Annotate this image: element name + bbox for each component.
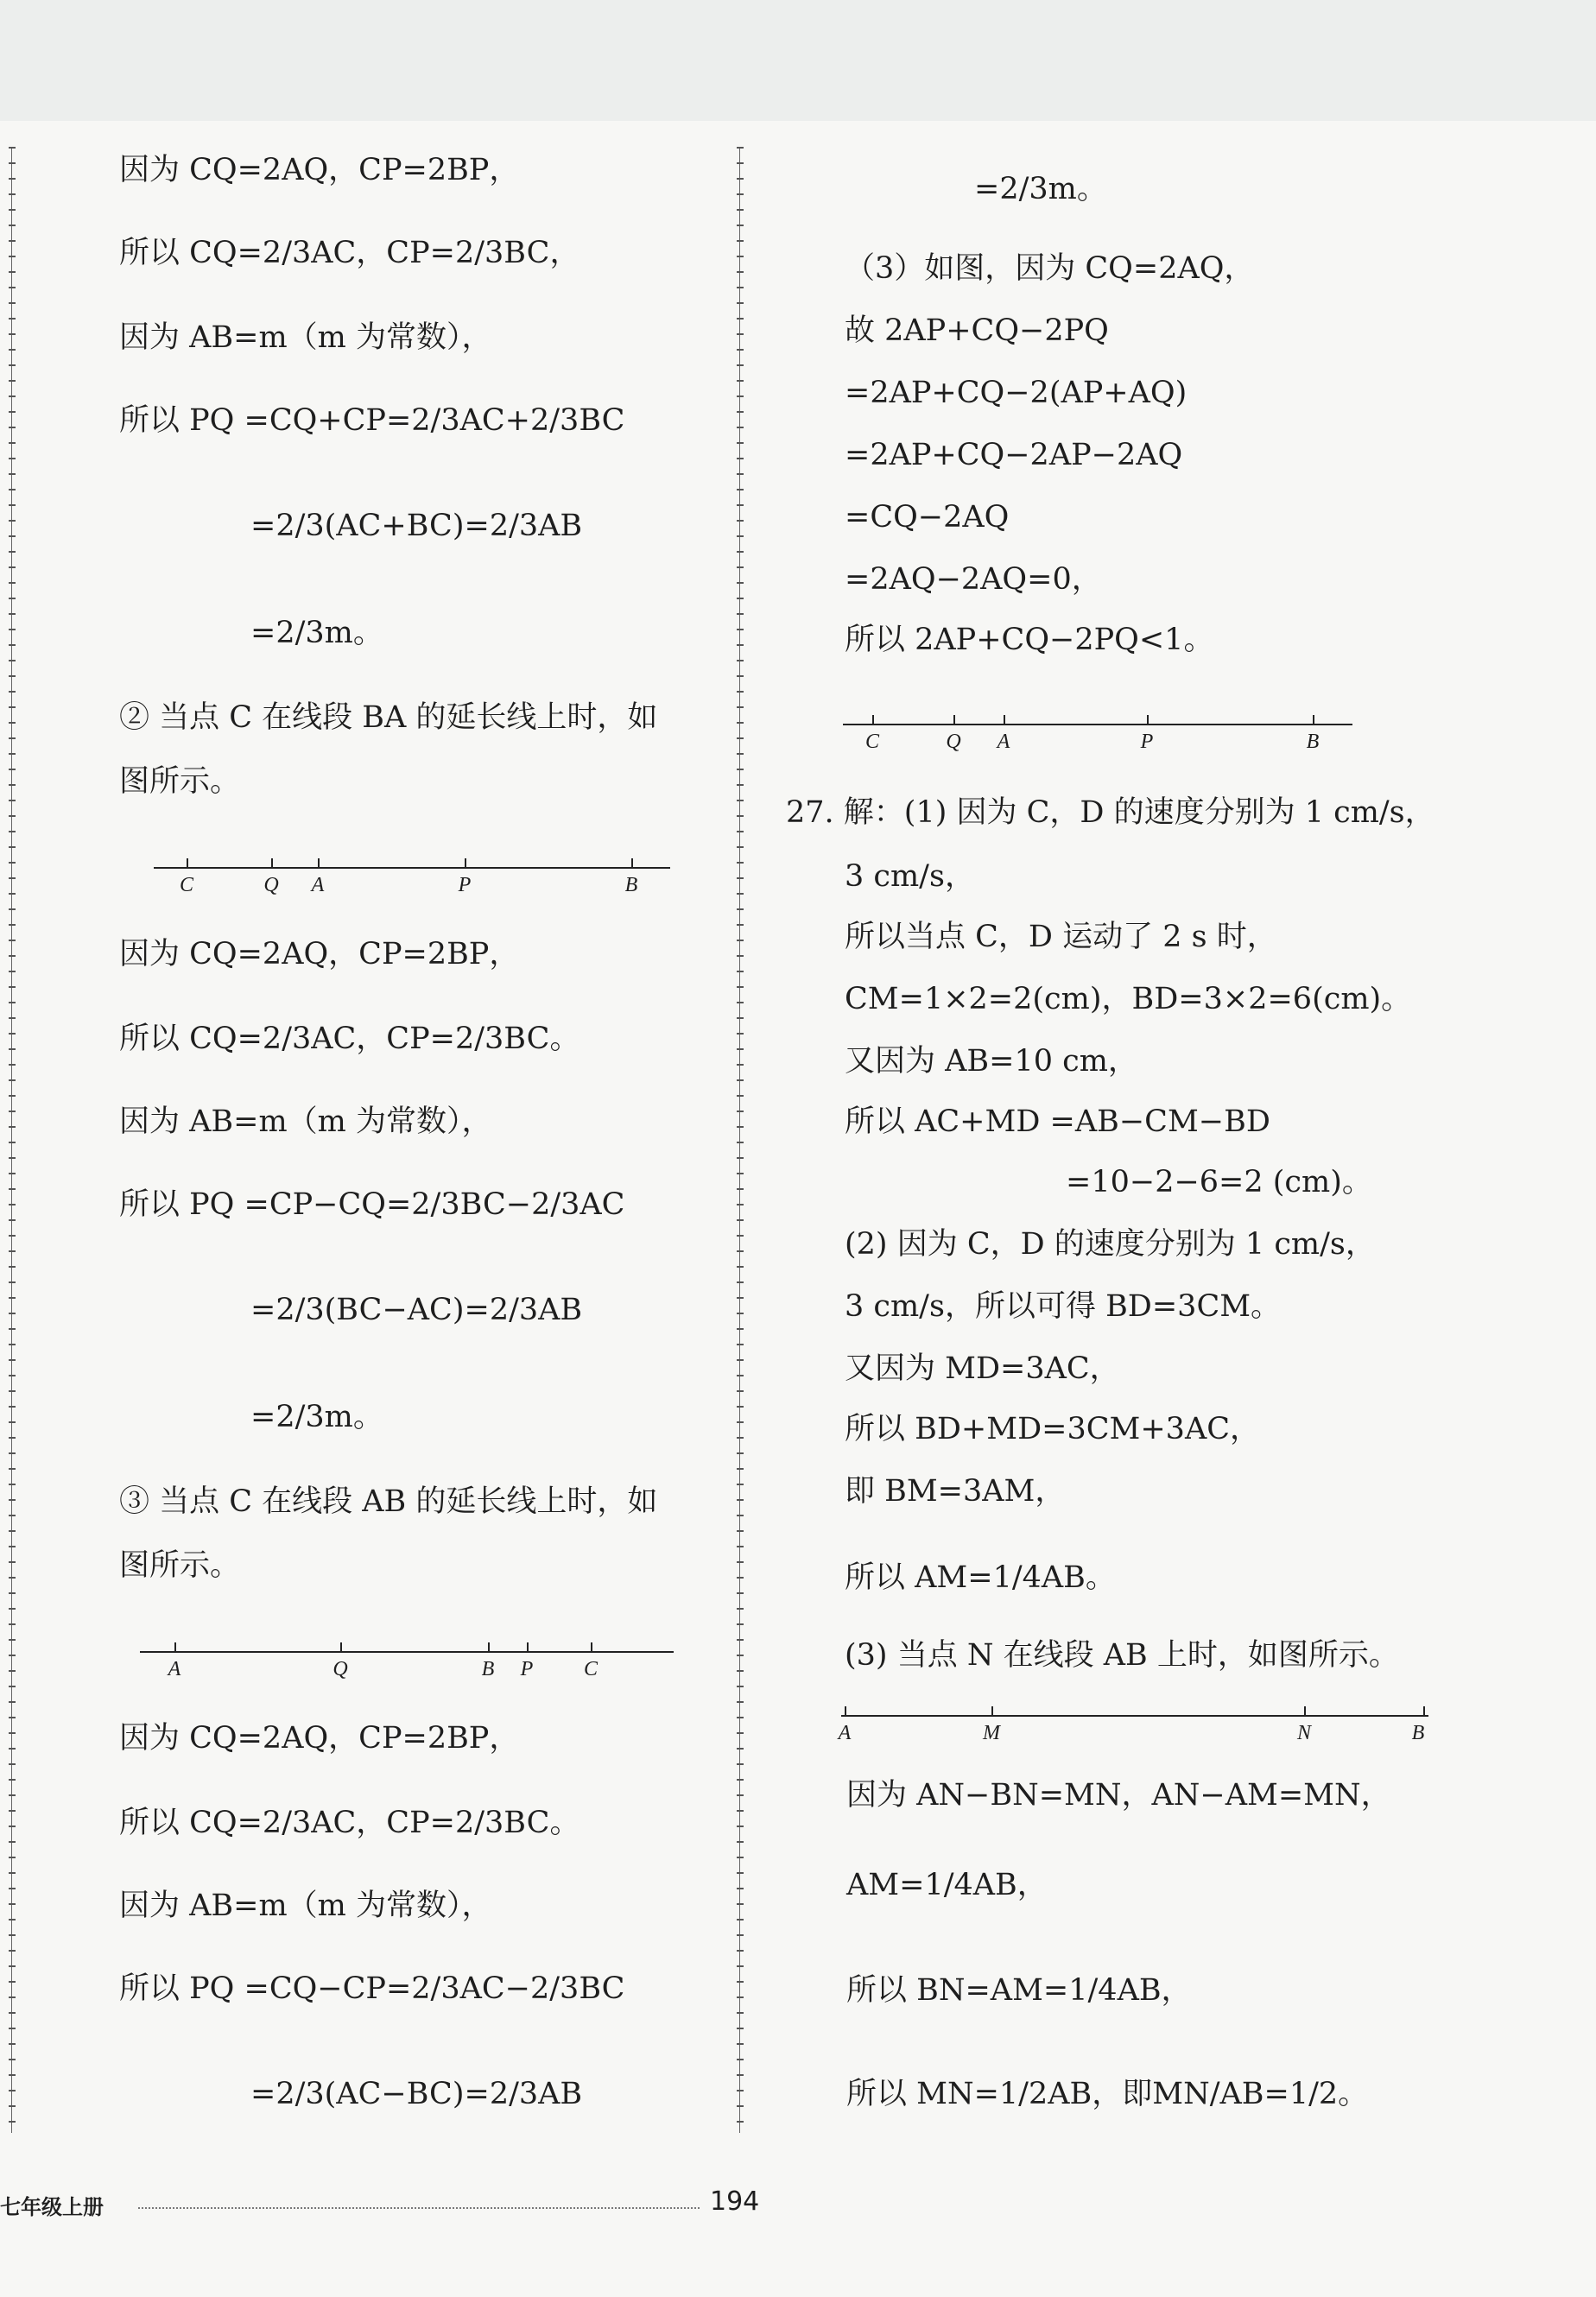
right-line-22: (3) 当点 N 在线段 AB 上时，如图所示。 xyxy=(845,1638,1399,1673)
point-label: B xyxy=(481,1658,495,1680)
right-line-17: 3 cm/s，所以可得 BD=3CM。 xyxy=(845,1289,1282,1324)
left-line-18: 所以 CQ=2/3AC，CP=2/3BC。 xyxy=(119,1806,580,1840)
left-line-3: 因为 AB=m（m 为常数）， xyxy=(119,320,492,355)
left-line-7: ② 当点 C 在线段 BA 的延长线上时，如 xyxy=(119,700,658,735)
left-line-13: =2/3(BC−AC)=2/3AB xyxy=(250,1293,583,1327)
right-line-24: AM=1/4AB， xyxy=(846,1868,1048,1902)
right-line-8: 所以 2AP+CQ−2PQ<1。 xyxy=(845,623,1214,657)
point-label: P xyxy=(458,874,472,896)
point-label: C xyxy=(179,874,194,896)
left-line-12: 所以 PQ =CP−CQ=2/3BC−2/3AC xyxy=(119,1187,625,1222)
left-line-11: 因为 AB=m（m 为常数）， xyxy=(119,1104,492,1139)
left-line-15: ③ 当点 C 在线段 AB 的延长线上时，如 xyxy=(119,1484,658,1519)
binding-margin-left xyxy=(9,147,16,2133)
left-line-2: 所以 CQ=2/3AC，CP=2/3BC， xyxy=(119,236,580,270)
right-line-26: 所以 MN=1/2AB，即MN/AB=1/2。 xyxy=(846,2077,1369,2111)
right-line-15: =10−2−6=2 (cm)。 xyxy=(1066,1165,1372,1199)
point-label: M xyxy=(983,1722,1000,1744)
right-line-5: =2AP+CQ−2AP−2AQ xyxy=(845,438,1183,472)
right-line-9: 27. 解：(1) 因为 C，D 的速度分别为 1 cm/s， xyxy=(786,795,1435,830)
right-line-20: 即 BM=3AM， xyxy=(845,1474,1066,1509)
point-label: B xyxy=(624,874,638,896)
point-label: A xyxy=(311,874,325,896)
right-line-21: 所以 AM=1/4AB。 xyxy=(845,1560,1116,1595)
right-line-13: 又因为 AB=10 cm， xyxy=(845,1044,1138,1079)
segment-diagram-3 xyxy=(843,710,1352,762)
point-label: P xyxy=(1140,731,1154,753)
point-label: A xyxy=(997,731,1010,753)
point-label: C xyxy=(864,731,880,753)
right-line-4: =2AP+CQ−2(AP+AQ) xyxy=(845,376,1188,410)
left-line-8: 图所示。 xyxy=(119,764,241,799)
right-line-25: 所以 BN=AM=1/4AB， xyxy=(846,1973,1192,2008)
left-line-9: 因为 CQ=2AQ，CP=2BP， xyxy=(119,937,520,971)
point-label: P xyxy=(520,1658,534,1680)
right-line-16: (2) 因为 C，D 的速度分别为 1 cm/s， xyxy=(845,1227,1376,1262)
point-label: B xyxy=(1306,731,1320,753)
point-label: B xyxy=(1411,1722,1425,1744)
segment-diagram-4 xyxy=(838,1701,1428,1753)
right-line-23: 因为 AN−BN=MN，AN−AM=MN， xyxy=(846,1778,1391,1813)
point-label: Q xyxy=(332,1658,348,1680)
right-line-18: 又因为 MD=3AC， xyxy=(845,1351,1120,1386)
right-line-3: 故 2AP+CQ−2PQ xyxy=(845,313,1109,348)
point-label: N xyxy=(1296,1722,1312,1744)
point-label: Q xyxy=(263,874,279,896)
left-line-10: 所以 CQ=2/3AC，CP=2/3BC。 xyxy=(119,1022,580,1056)
point-label: C xyxy=(583,1658,598,1680)
left-line-5: =2/3(AC+BC)=2/3AB xyxy=(250,509,583,543)
right-line-12: CM=1×2=2(cm)，BD=3×2=6(cm)。 xyxy=(845,982,1412,1016)
left-line-14: =2/3m。 xyxy=(250,1400,383,1434)
right-line-1: =2/3m。 xyxy=(974,172,1107,206)
right-line-14: 所以 AC+MD =AB−CM−BD xyxy=(845,1104,1270,1139)
segment-diagram-1 xyxy=(154,853,670,905)
right-line-11: 所以当点 C，D 运动了 2 s 时， xyxy=(845,920,1277,954)
right-line-6: =CQ−2AQ xyxy=(845,500,1010,535)
footer-grade-label: 七年级上册 xyxy=(0,2195,104,2219)
right-line-10: 3 cm/s， xyxy=(845,859,975,894)
left-line-6: =2/3m。 xyxy=(250,616,383,650)
left-line-21: =2/3(AC−BC)=2/3AB xyxy=(250,2077,583,2111)
left-line-17: 因为 CQ=2AQ，CP=2BP， xyxy=(119,1721,520,1756)
left-line-19: 因为 AB=m（m 为常数）， xyxy=(119,1889,492,1923)
column-divider xyxy=(737,147,744,2133)
point-label: A xyxy=(838,1722,852,1744)
point-label: Q xyxy=(946,731,961,753)
page-number: 194 xyxy=(710,2186,760,2217)
segment-diagram-2 xyxy=(140,1637,674,1689)
top-margin xyxy=(0,0,1596,121)
point-label: A xyxy=(168,1658,181,1680)
footer-dotted-rule xyxy=(138,2207,700,2209)
left-line-16: 图所示。 xyxy=(119,1548,241,1583)
left-line-1: 因为 CQ=2AQ，CP=2BP， xyxy=(119,153,520,187)
left-line-4: 所以 PQ =CQ+CP=2/3AC+2/3BC xyxy=(119,403,625,438)
right-line-19: 所以 BD+MD=3CM+3AC， xyxy=(845,1412,1260,1446)
right-line-2: （3）如图，因为 CQ=2AQ， xyxy=(845,251,1255,286)
right-line-7: =2AQ−2AQ=0， xyxy=(845,562,1102,597)
left-line-20: 所以 PQ =CQ−CP=2/3AC−2/3BC xyxy=(119,1971,625,2006)
